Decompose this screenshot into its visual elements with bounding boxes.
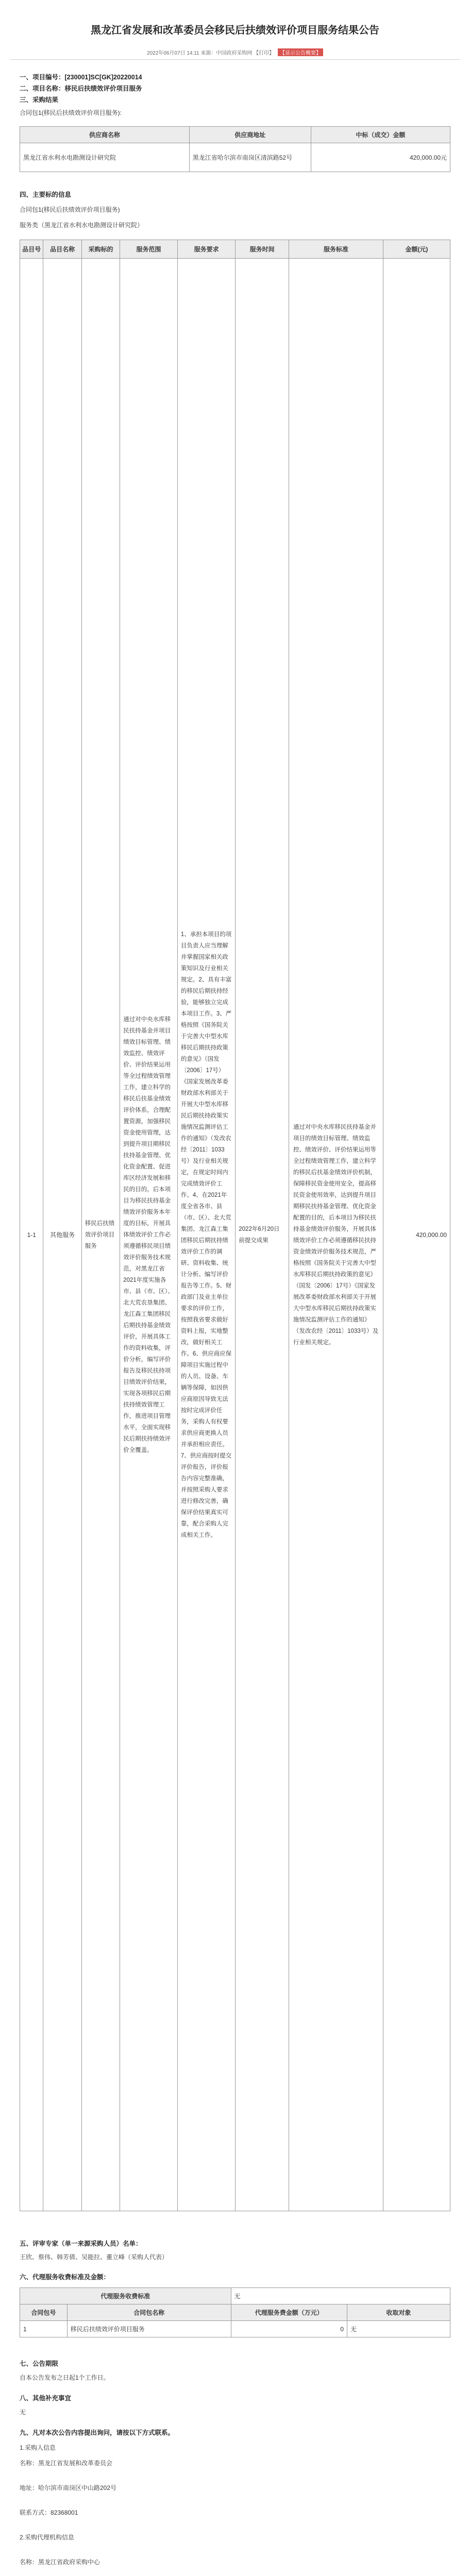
service-provider: 服务类（黑龙江省水利水电勘测设计研究院）	[20, 222, 144, 229]
header-supplier-address: 供应商地址	[189, 127, 311, 143]
notice-period-text: 自本公告发布之日起1个工作日。	[20, 2374, 110, 2381]
contact-buyer-name: 名称：黑龙江省发展和改革委员会	[20, 2460, 113, 2467]
experts-list: 王欣、蔡伟、韩芳倩、吴能拉、董立峰（采购人代表）	[20, 2253, 169, 2261]
contact-buyer-phone: 联系方式：82368001	[20, 2509, 78, 2516]
item-no: 1-1	[20, 259, 43, 2211]
fee-standard-value: 无	[231, 2288, 450, 2304]
item-standard: 通过对中央水库移民扶持基金并项目的绩效目标管理、绩效监控、绩效评价、评价结果运用等全过程绩效管理工作，建立科学的移民后扶基金绩效评价机制，保障移民资金使用安全，提高移民资金使用效率，达到提升项目期移民扶持基金管理、优化资金配置的目的，后本项目为移民扶持基金绩效评价服务，开展具体绩效评价工作必须遵循移民扶持资金绩效评价服务技术规范，严格按照《国务院关于完善大中型水库移民后期扶持政策的意见》（国发〔2006〕17号）《国家发展改革委财政部水利部关于开展大中型水库移民后期扶持政策实施情况监测评估工作的通知》（发改农经〔2011〕1033号）及行业相关规定。	[289, 259, 383, 2211]
item-requirement: 1、承担本项目的项目负责人应当理解并掌握国家相关政策知识及行业相关规定。2、具有丰富的移民后期扶持经验，能够独立完成本项目工作。3、严格按照《国务院关于完善大中型水库移民后期扶持政策的意见》（国发〔2006〕17号）《国家发展改革委财政部水利部关于开展大中型水库移民后期扶持政策实施情况监测评估工作的通知》（发改农经〔2011〕1033号）及行业相关规定，在规定时间内完成绩效评价工作。4、在2021年度全省各市、县（市、区）、北大荒集团、龙江森工集团移民后期扶持绩效评价工作的调研、资料收集、统计分析、编写评价报告等工作。5、财政部门及业主单位要求的评价工作，按照我省要求做好资料上报，实地整改，做好相关工作。6、供应商应保障项目实施过程中的人员、设备、车辆等保障，如因供应商原因导致无法按时完成评价任务，采购人有权要求供应商更换人员并承担相应责任。7、供应商按时提交评价报告，评价报告内容完整准确，并按照采购人要求进行修改完善，确保评价结果真实可靠，配合采购人完成相关工作。	[177, 259, 235, 2211]
fee-amount: 0	[231, 2321, 347, 2337]
package-name: 移民后扶绩效评价项目服务	[67, 2321, 231, 2337]
procurement-result-heading: 三、采购结果	[20, 96, 59, 104]
service-table	[20, 240, 450, 2211]
header-package-no: 合同包号	[20, 2304, 68, 2321]
notice-period-heading: 七、公告期限	[20, 2360, 59, 2367]
item-amount: 420,000.00	[383, 259, 450, 2211]
meta-bar	[0, 48, 470, 56]
divider	[10, 59, 460, 60]
publish-date: 2022年06月07日 14:11	[147, 50, 199, 56]
fee-object: 无	[347, 2321, 450, 2337]
header-scope: 服务范围	[120, 240, 178, 259]
package-no: 1	[20, 2321, 68, 2337]
contact-agency-name: 名称：黑龙江省政府采购中心	[20, 2558, 100, 2566]
other-matters-heading: 八、其他补充事宜	[20, 2395, 72, 2402]
other-matters-text: 无	[20, 2409, 26, 2416]
page-title: 黑龙江省发展和改革委员会移民后扶绩效评价项目服务结果公告	[91, 25, 379, 36]
item-target: 移民后扶绩效评价项目服务	[81, 259, 120, 2211]
contract-package: 合同包1(移民后扶绩效评价项目服务):	[20, 109, 122, 116]
item-scope: 通过对中央水库移民扶持基金并项目绩效目标管理、绩效监控、绩效评价、评价结果运用等全过程绩效管理工作，建立科学的移民后扶基金绩效评价体系，合理配置资源，加强移民资金使用管理，达到提升项目期移民扶持基金管理、优化资金配置、促进库区经济发展和移民的目的。后本项目为移民扶持基金绩效评价服务本年度的目标，开展具体绩效评价工作必须遵循移民项目绩效评价服务技术规范，对黑龙江省2021年度实施各市、县（市、区）、北大荒农垦集团、龙江森工集团移民后期扶持基金绩效评价，开展具体工作的资料收集，评价分析，编写评价报告及移民扶持项目绩效评价结果，实现各项移民后期扶持绩效管理工作，推进项目管理水平，全面实现移民后期扶持绩效评价全覆盖。	[120, 259, 178, 2211]
summary-badge[interactable]: 【显示公告概要】	[278, 48, 323, 56]
supplier-address: 黑龙江省哈尔滨市南岗区清滨路52号	[189, 143, 311, 172]
print-link[interactable]: 【打印】	[254, 50, 275, 56]
contract-package-4: 合同包1(移民后扶绩效评价项目服务)	[20, 206, 120, 213]
project-number: 一、项目编号：[230001]SC[GK]20220014	[20, 74, 142, 81]
award-amount: 420,000.00元	[311, 143, 450, 172]
header-fee-amount: 代理服务费金额（万元）	[231, 2304, 347, 2321]
header-item-name: 品目名称	[43, 240, 81, 259]
contact-buyer-label: 1.采购人信息	[20, 2444, 56, 2451]
contact-agency-label: 2.采购代理机构信息	[20, 2534, 75, 2541]
supplier-table	[20, 126, 450, 172]
item-time: 2022年6月20日前提交成果	[236, 259, 289, 2211]
header-standard: 服务标准	[289, 240, 383, 259]
header-target: 采购标的	[81, 240, 120, 259]
main-info-heading: 四、主要标的信息	[20, 191, 72, 198]
experts-heading: 五、评审专家（单一来源采购人员）名单：	[20, 2240, 142, 2247]
header-award-amount: 中标（成交）金额	[311, 127, 450, 143]
source: 来源：中国政府采购网	[200, 50, 253, 56]
header-amount: 金额(元)	[383, 240, 450, 259]
header-package-name: 合同包名称	[67, 2304, 231, 2321]
header-time: 服务时间	[236, 240, 289, 259]
contact-buyer-address: 地址：哈尔滨市南岗区中山路202号	[20, 2484, 117, 2492]
contact-heading: 九、凡对本次公告内容提出询问，请按以下方式联系。	[20, 2429, 175, 2436]
item-category: 其他服务	[43, 259, 81, 2211]
header-requirement: 服务要求	[177, 240, 235, 259]
header-supplier-name: 供应商名称	[20, 127, 190, 143]
header-fee-object: 收取对象	[347, 2304, 450, 2321]
fee-standard-label: 代理服务收费标准	[20, 2288, 231, 2304]
agency-fee-heading: 六、代理服务收费标准及金额：	[20, 2274, 110, 2281]
project-name: 二、项目名称：移民后扶绩效评价项目服务	[20, 85, 142, 92]
supplier-name: 黑龙江省水利水电勘测设计研究院	[20, 143, 190, 172]
agency-fee-table	[20, 2287, 450, 2337]
header-item-no: 品目号	[20, 240, 43, 259]
